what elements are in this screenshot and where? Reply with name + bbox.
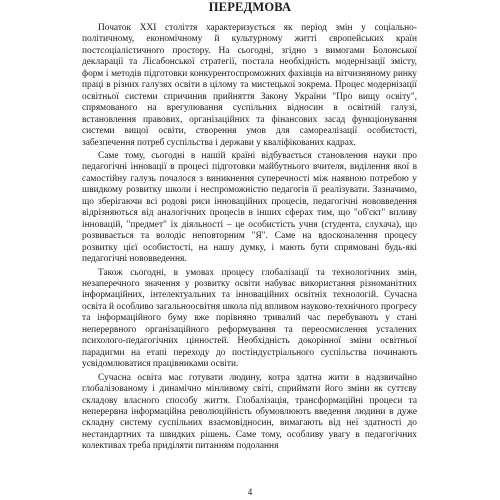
page-number: 4 bbox=[247, 487, 253, 497]
paragraph: Саме тому, сьогодні в нашій країні відбувається становлення науки про педагогічні інновації в процесі підготовки майбутнього вчителя, виділення якої в самостійну галузь почалося з виникнення суперечності між наявною потребою у швидкому розвитку школи і неспроможністю педагогів її реалізувати. Зазначимо, що зберігаючи всі родові риси інноваційних процесів, педагогічні нововведення відрізняються від аналогічних процесів в інших сферах тим, що "об'єкт" впливу інновацій, "предмет" їх діяльності – це особистість учня (студента, слухача), що розвивається та володіє неповторним "Я". Саме на вдосконалення процесу розвитку цієї особистості, на нашу думку, і мають бути спрямовані будь-які педагогічні нововведення. bbox=[82, 150, 417, 265]
paragraph: Також сьогодні, в умовах процесу глобалізації та технологічних змін, незаперечного значення у розвитку освіти набуває використання різноманітних інформаційних, інтелектуальних та інноваційних освітніх технологій. Сучасна освіта й особливо загальноосвітня школа під впливом науково-технічного прогресу та інформаційного буму вже порівняно тривалий час перебувають у стані неперервного організаційного реформування та переосмислення усталених психолого-педагогічних цінностей. Необхідність докорінної зміни освітньої парадигми на етапі переходу до постіндустріального суспільства починають усвідомлюватися працівниками освіти. bbox=[82, 267, 417, 370]
paragraph: Початок XXI століття характеризується як період змін у соціально-політичному, економічному й культурному житті європейських країн постсоціалістичного простору. На сьогодні, згідно з вимогами Болонської декларації та Лісабонської стратегії, постала необхідність модернізації змісту, форм і методів підготовки конкурентоспроможних фахівців на вітчизняному ринку праці в різних галузях освіти в цілому та мистецької зокрема. Процес модернізації освітньої системи спричинив прийняття Закону України "Про вищу освіту", спрямованого на врегулювання суспільних відносин в освітній галузі, встановлення правових, організаційних та фінансових засад функціонування системи вищої освіти, створення умов для самореалізації особистості, забезпечення потреб суспільства і держави у кваліфікованих кадрах. bbox=[82, 23, 417, 148]
page-title: ПЕРЕДМОВА bbox=[208, 0, 292, 14]
paragraph: Сучасна освіта має готувати людину, котра здатна жити в надзвичайно глобалізованому і динамічно мінливому світі, сприймати його зміни як суттєву складову власного способу життя. Глобалізація, трансформаційні процеси та неперервна інформаційна революційність обумовлюють введення людини в дуже складну систему суспільних взаємовідносин, вимагають від неї здатності до нестандартних та швидких рішень. Саме тому, особливу увагу в педагогічних колективах треба приділяти питанням подолання bbox=[82, 372, 417, 452]
document-body bbox=[82, 23, 417, 455]
